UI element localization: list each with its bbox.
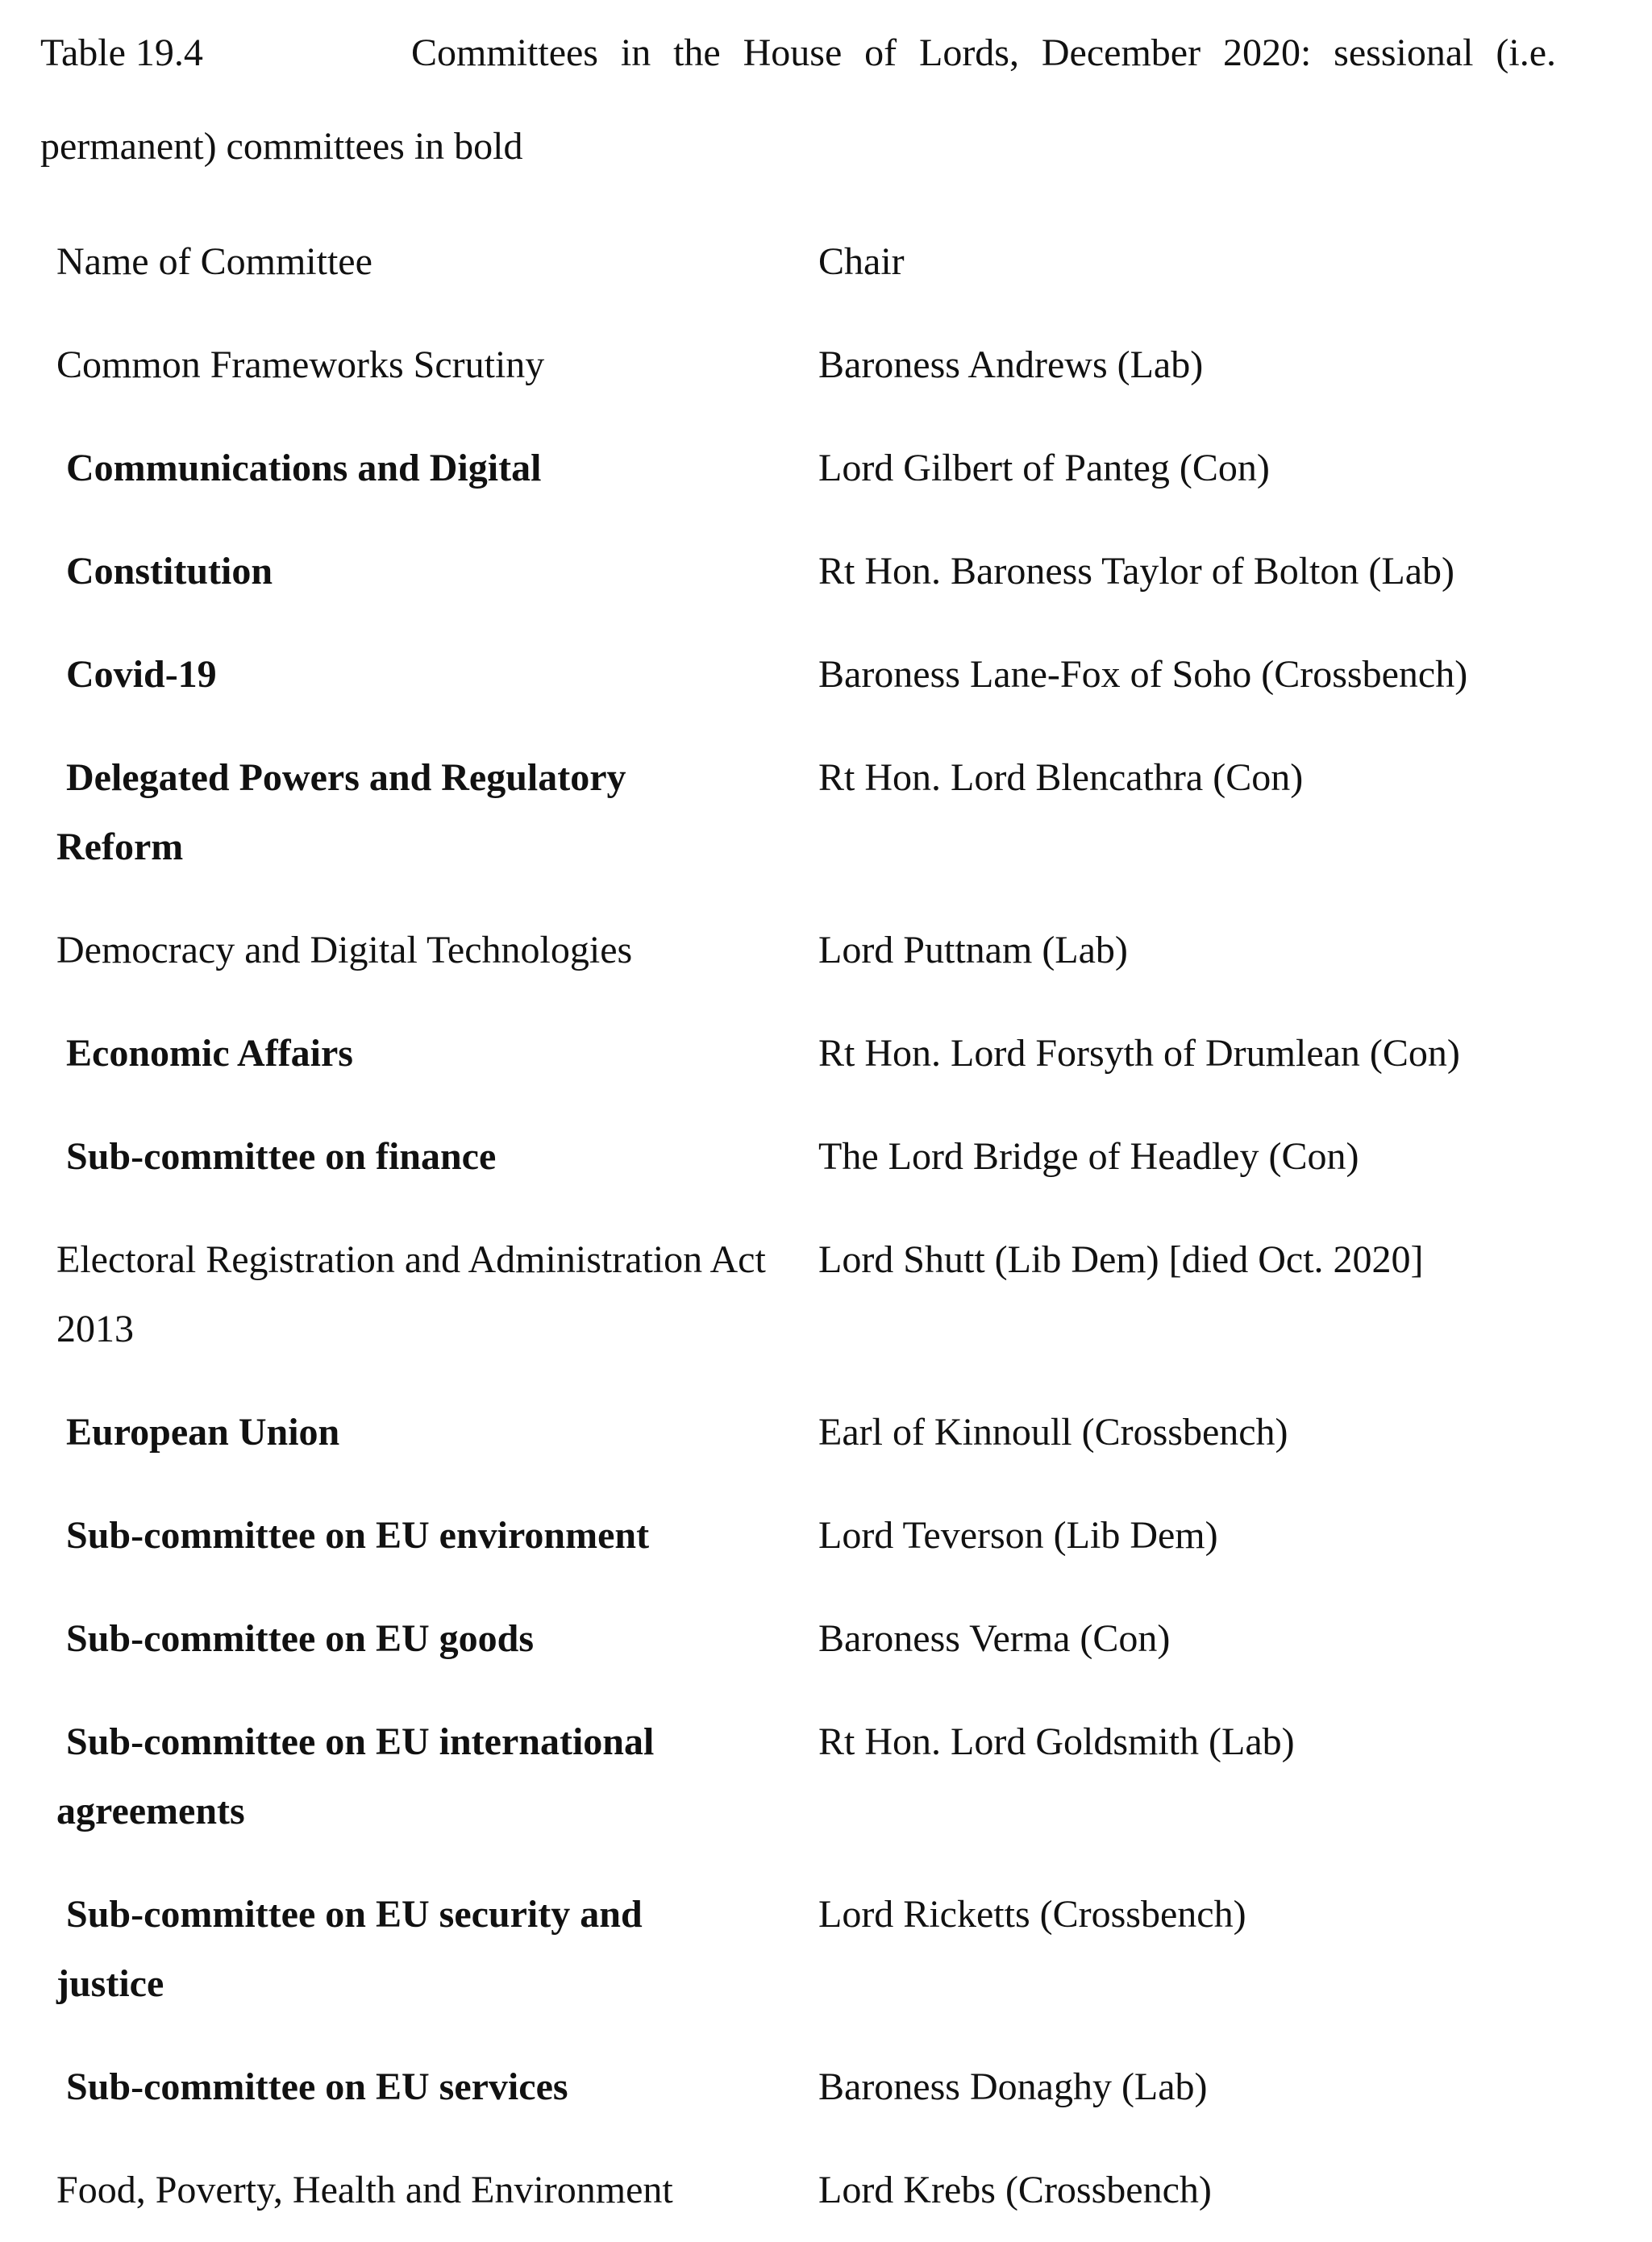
table-row [56, 331, 1572, 400]
table-row [56, 916, 1572, 985]
table-title-line-2: permanent) committees in bold [40, 125, 523, 168]
table-row [56, 1398, 1572, 1467]
committee-name: Sub-committee on finance [66, 1135, 497, 1178]
table-title-line-1: Committees in the House of Lords, December 2020: sessional (i.e. [411, 31, 1556, 74]
committee-name: Sub-committee on EU goods [66, 1617, 535, 1660]
committee-name: Sub-committee on EU services [66, 2065, 568, 2108]
committee-chair: Rt Hon. Baroness Taylor of Bolton (Lab) [818, 550, 1454, 593]
committee-name: Covid-19 [66, 653, 217, 696]
table-row [56, 1880, 1572, 2019]
committee-chair: Rt Hon. Lord Forsyth of Drumlean (Con) [818, 1032, 1460, 1075]
committee-chair: Earl of Kinnoull (Crossbench) [818, 1411, 1288, 1454]
committee-chair: Baroness Donaghy (Lab) [818, 2065, 1208, 2108]
committee-chair: Lord Puttnam (Lab) [818, 929, 1128, 971]
table-row [56, 640, 1572, 709]
committee-chair: Lord Gilbert of Panteg (Con) [818, 447, 1270, 489]
table-row [56, 1604, 1572, 1674]
table-row [56, 434, 1572, 503]
committee-chair: Lord Shutt (Lib Dem) [died Oct. 2020] [818, 1238, 1424, 1281]
committee-name: Sub-committee on EU international agreements [56, 1720, 655, 1832]
table-row [56, 2053, 1572, 2122]
committee-chair: Baroness Lane-Fox of Soho (Crossbench) [818, 653, 1468, 696]
committee-chair: Lord Teverson (Lib Dem) [818, 1514, 1218, 1557]
committee-name: Food, Poverty, Health and Environment [56, 2169, 673, 2211]
table-row [56, 1501, 1572, 1570]
header-name-of-committee: Name of Committee [56, 240, 372, 283]
committee-chair: Lord Krebs (Crossbench) [818, 2169, 1212, 2211]
table-row [56, 537, 1572, 606]
committee-name: Economic Affairs [66, 1032, 353, 1075]
committee-chair: Baroness Verma (Con) [818, 1617, 1171, 1660]
table-row [56, 1225, 1572, 1364]
committee-chair: Baroness Andrews (Lab) [818, 343, 1204, 386]
committee-name: European Union [66, 1411, 340, 1454]
committee-name: Sub-committee on EU environment [66, 1514, 650, 1557]
table-row [56, 1019, 1572, 1088]
committee-name: Electoral Registration and Administration Act 2013 [56, 1238, 766, 1350]
committee-name: Sub-committee on EU security and justice [56, 1893, 643, 2005]
committee-chair: The Lord Bridge of Headley (Con) [818, 1135, 1359, 1178]
committee-chair: Lord Ricketts (Crossbench) [818, 1893, 1246, 1936]
committee-name: Common Frameworks Scrutiny [56, 343, 545, 386]
table-number: Table 19.4 [40, 31, 203, 74]
committees-table [56, 227, 1572, 2225]
committee-name: Communications and Digital [66, 447, 542, 489]
table-row [56, 1707, 1572, 1846]
table-row [56, 2156, 1572, 2225]
committee-chair: Rt Hon. Lord Goldsmith (Lab) [818, 1720, 1295, 1763]
committee-name: Constitution [66, 550, 273, 593]
committee-chair: Rt Hon. Lord Blencathra (Con) [818, 756, 1304, 799]
header-chair: Chair [818, 240, 905, 283]
table-row [56, 743, 1572, 882]
table-caption [40, 6, 1556, 193]
table-header-row [56, 227, 1572, 297]
committee-name: Delegated Powers and Regulatory Reform [56, 756, 626, 868]
table-row [56, 1122, 1572, 1192]
committee-name: Democracy and Digital Technologies [56, 929, 633, 971]
